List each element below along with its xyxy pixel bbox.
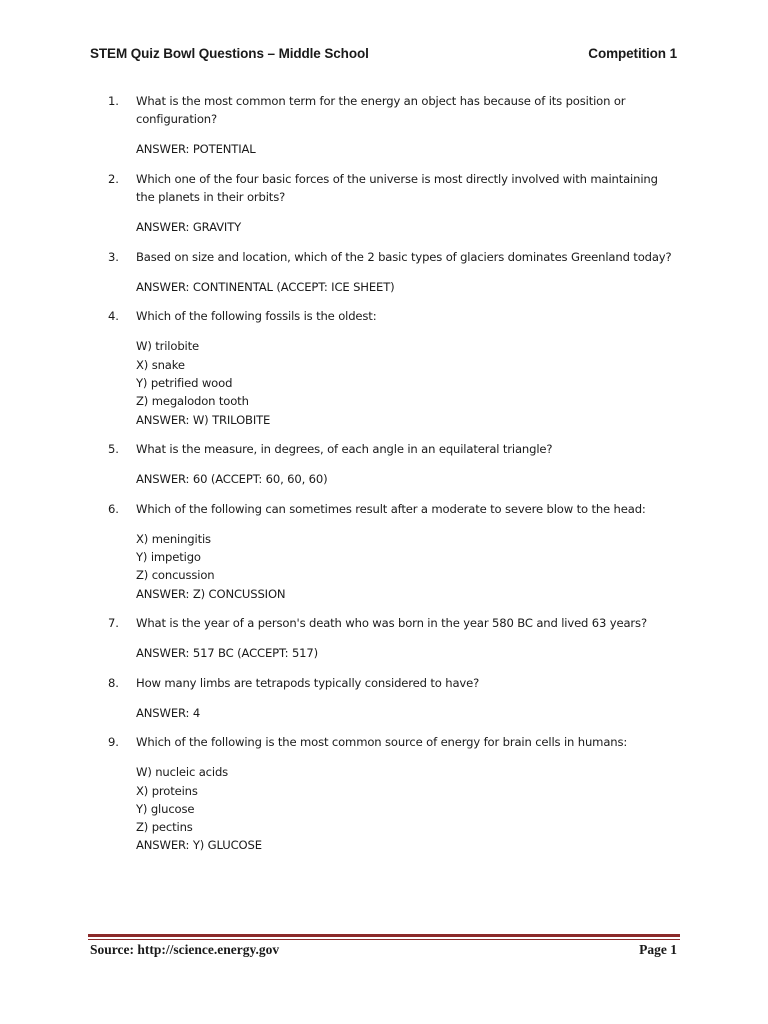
footer-source: Source: http://science.energy.gov — [90, 942, 280, 957]
question-number: 8. — [108, 675, 119, 690]
answer-choice: W) nucleic acids — [136, 765, 229, 780]
question-number: 7. — [108, 616, 119, 631]
question-number: 9. — [108, 735, 119, 750]
question-item — [108, 500, 678, 603]
question-answer: ANSWER: W) TRILOBITE — [136, 412, 271, 427]
question-body — [136, 440, 678, 488]
question-answer: ANSWER: 4 — [136, 705, 201, 720]
header-title: STEM Quiz Bowl Questions – Middle School — [90, 46, 369, 61]
answer-choices — [136, 763, 678, 836]
question-number: 4. — [108, 309, 119, 324]
question-body — [136, 92, 678, 159]
question-answer: ANSWER: CONTINENTAL (ACCEPT: ICE SHEET) — [136, 279, 395, 294]
question-body — [136, 307, 678, 428]
answer-choice: Y) petrified wood — [136, 375, 233, 390]
question-item — [108, 248, 678, 296]
question-number: 1. — [108, 94, 119, 108]
question-item — [108, 307, 678, 428]
question-number: 2. — [108, 171, 119, 186]
answer-choice: X) meningitis — [136, 531, 211, 546]
answer-choice: Y) glucose — [136, 801, 195, 816]
question-answer: ANSWER: POTENTIAL — [136, 142, 256, 157]
question-body — [136, 170, 678, 237]
footer-page-number: Page 1 — [639, 942, 677, 957]
header-competition: Competition 1 — [588, 46, 677, 61]
question-body — [136, 500, 678, 603]
answer-choice: Z) megalodon tooth — [136, 394, 249, 409]
question-text: Based on size and location, which of the 2 basic types of glaciers dominates Greenland today? — [136, 249, 672, 264]
question-text: What is the year of a person's death who was born in the year 580 BC and lived 63 years? — [136, 616, 647, 631]
question-body — [136, 248, 678, 296]
question-text: Which one of the four basic forces of the universe is most directly involved with maintaining the planets in their orbits? — [136, 171, 658, 205]
question-answer: ANSWER: Y) GLUCOSE — [136, 838, 262, 853]
question-item — [108, 440, 678, 488]
question-text: Which of the following is the most common source of energy for brain cells in humans: — [136, 735, 628, 750]
question-body — [136, 733, 678, 854]
answer-choice: X) snake — [136, 357, 185, 372]
answer-choice: Z) concussion — [136, 568, 215, 583]
question-answer: ANSWER: Z) CONCUSSION — [136, 586, 286, 601]
page-footer — [90, 942, 677, 958]
answer-choice: Y) impetigo — [136, 549, 201, 564]
question-item — [108, 170, 678, 237]
answer-choice: X) proteins — [136, 783, 198, 798]
answer-choice: Z) pectins — [136, 820, 193, 835]
question-text: What is the measure, in degrees, of each angle in an equilateral triangle? — [136, 442, 553, 457]
question-body — [136, 614, 678, 662]
question-item — [108, 674, 678, 722]
question-text: Which of the following fossils is the oldest: — [136, 309, 377, 324]
question-list — [108, 92, 678, 866]
question-number: 5. — [108, 442, 119, 457]
question-body — [136, 674, 678, 722]
question-number: 3. — [108, 249, 119, 264]
footer-rule-thin — [88, 939, 680, 940]
question-answer: ANSWER: 60 (ACCEPT: 60, 60, 60) — [136, 472, 328, 487]
footer-rule-thick — [88, 934, 680, 937]
answer-choice: W) trilobite — [136, 339, 199, 354]
question-text: Which of the following can sometimes result after a moderate to severe blow to the head: — [136, 501, 646, 516]
page-header — [90, 46, 677, 61]
question-text: What is the most common term for the energy an object has because of its position or configuration? — [136, 94, 626, 127]
question-item — [108, 614, 678, 662]
question-text: How many limbs are tetrapods typically considered to have? — [136, 675, 480, 690]
question-item — [108, 733, 678, 854]
question-number: 6. — [108, 501, 119, 516]
answer-choices — [136, 337, 678, 410]
question-answer: ANSWER: 517 BC (ACCEPT: 517) — [136, 646, 318, 661]
question-item — [108, 92, 678, 159]
question-answer: ANSWER: GRAVITY — [136, 220, 242, 235]
answer-choices — [136, 530, 678, 585]
